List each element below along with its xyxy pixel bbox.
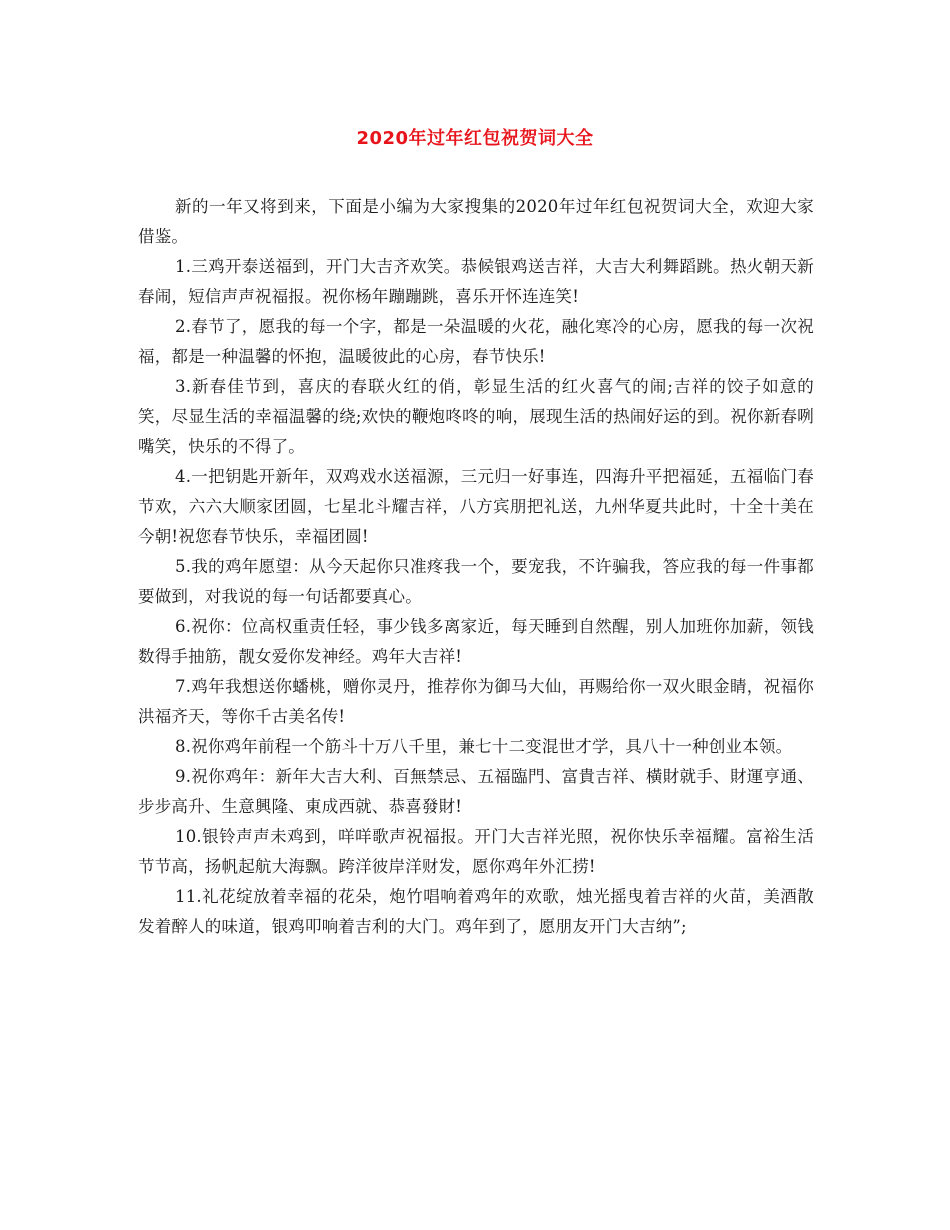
greeting-paragraph-5: 5.我的鸡年愿望：从今天起你只准疼我一个，要宠我，不许骗我，答应我的每一件事都要做到，对我说的每一句话都要真心。	[138, 557, 814, 606]
greeting-paragraph-8: 8.祝你鸡年前程一个筋斗十万八千里，兼七十二变混世才学，具八十一种创业本领。	[175, 737, 793, 756]
greeting-paragraph-4: 4.一把钥匙开新年，双鸡戏水送福源，三元归一好事连，四海升平把福延，五福临门春节欢，六六大顺家团圆，七星北斗耀吉祥，八方宾朋把礼送，九州华夏共此时，十全十美在今朝!祝您春节快乐，幸福团圆!	[138, 467, 814, 546]
greeting-paragraph-7: 7.鸡年我想送你蟠桃，赠你灵丹，推荐你为御马大仙，再赐给你一双火眼金睛，祝福你洪福齐天，等你千古美名传!	[138, 677, 814, 726]
intro-paragraph: 新的一年又将到来，下面是小编为大家搜集的2020年过年红包祝贺词大全，欢迎大家借鉴。	[138, 197, 814, 246]
greeting-paragraph-11: 11.礼花绽放着幸福的花朵，炮竹唱响着鸡年的欢歌，烛光摇曳着吉祥的火苗，美酒散发着醉人的味道，银鸡叩响着吉利的大门。鸡年到了，愿朋友开门大吉纳”;	[138, 887, 814, 936]
greeting-paragraph-10: 10.银铃声声未鸡到，咩咩歌声祝福报。开门大吉祥光照，祝你快乐幸福耀。富裕生活节节高，扬帆起航大海飘。跨洋彼岸洋财发，愿你鸡年外汇捞!	[138, 827, 814, 876]
document-title: 2020年过年红包祝贺词大全	[356, 128, 594, 149]
greeting-paragraph-6: 6.祝你：位高权重责任轻，事少钱多离家近，每天睡到自然醒，别人加班你加薪，领钱数得手抽筋，靓女爱你发神经。鸡年大吉祥!	[138, 617, 814, 666]
greeting-paragraph-3: 3.新春佳节到，喜庆的春联火红的俏，彰显生活的红火喜气的闹;吉祥的饺子如意的笑，尽显生活的幸福温馨的绕;欢快的鞭炮咚咚的响，展现生活的热闹好运的到。祝你新春咧嘴笑，快乐的不得了。	[138, 377, 814, 456]
greeting-paragraph-1: 1.三鸡开泰送福到，开门大吉齐欢笑。恭候银鸡送吉祥，大吉大利舞蹈跳。热火朝天新春闹，短信声声祝福报。祝你杨年蹦蹦跳，喜乐开怀连连笑!	[138, 257, 814, 306]
greeting-paragraph-2: 2.春节了，愿我的每一个字，都是一朵温暖的火花，融化寒冷的心房，愿我的每一次祝福，都是一种温馨的怀抱，温暖彼此的心房，春节快乐!	[138, 317, 814, 366]
greeting-paragraph-9: 9.祝你鸡年：新年大吉大利、百無禁忌、五福臨門、富貴吉祥、橫財就手、財運亨通、步步高升、生意興隆、東成西就、恭喜發財!	[138, 767, 814, 816]
document-body	[138, 192, 814, 942]
